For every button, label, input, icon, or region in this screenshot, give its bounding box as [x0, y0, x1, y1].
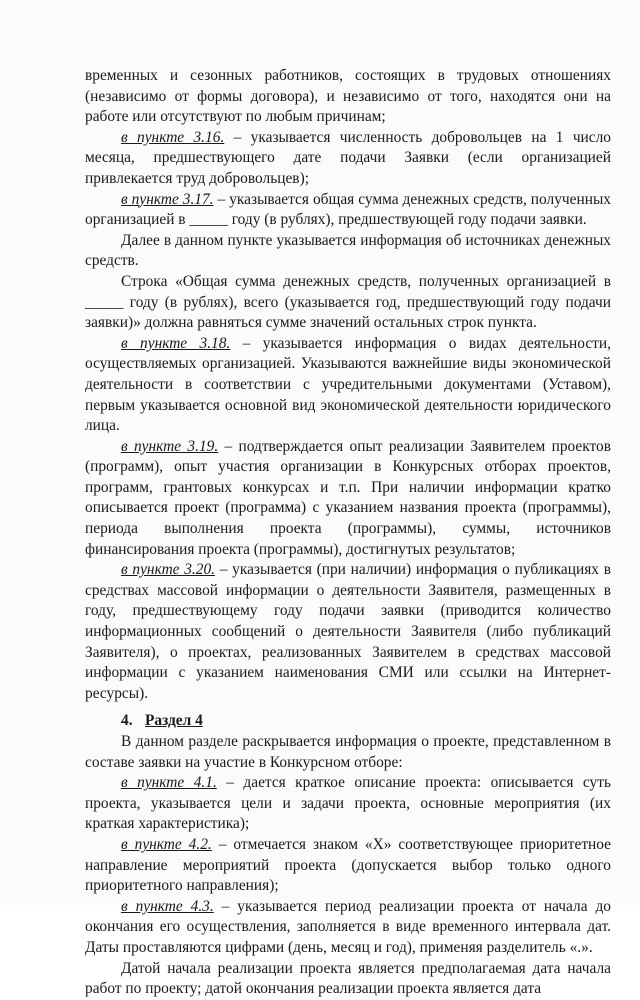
- paragraph: [85, 231, 611, 272]
- clause-reference: в пункте 3.19.: [121, 437, 219, 455]
- clause-reference: в пункте 3.17.: [121, 190, 214, 208]
- paragraph-text: – указывается период реализации проекта от начала до окончания его осуществления, заполняется в виде временного интервала дат. Даты проставляются цифрами (день, месяц и год), применяя разделитель «.».: [85, 897, 611, 956]
- paragraph-text: – указывается общая сумма денежных средств, полученных организацией в _____ году (в рублях), предшествующей году подачи заявки.: [85, 190, 611, 229]
- clause-paragraph: [85, 437, 611, 561]
- clause-paragraph: [85, 190, 611, 231]
- clause-paragraph: [85, 835, 611, 897]
- paragraph: [85, 66, 611, 128]
- clause-reference: в пункте 4.1.: [121, 774, 217, 792]
- clause-paragraph: [85, 560, 611, 704]
- document-body: [85, 66, 611, 1000]
- paragraph-text: Строка «Общая сумма денежных средств, полученных организацией в _____ году (в рублях), всего (указывается год, предшествующий году подачи заявки)» должна равняться сумме значений остальных строк пункта.: [85, 272, 611, 332]
- paragraph: [85, 959, 611, 1000]
- paragraph-text: – дается краткое описание проекта: описывается суть проекта, указывается цели и задачи проекта, основные мероприятия (их краткая характеристика);: [85, 774, 611, 833]
- clause-reference: в пункте 3.20.: [121, 561, 216, 579]
- paragraph-text: – отмечается знаком «Х» соответствующее приоритетное направление мероприятий проекта (допускается выбор только одного приоритетного направления);: [85, 835, 611, 895]
- paragraph-text: Датой начала реализации проекта является предполагаемая дата начала работ по проекту; датой окончания реализации проекта является дата: [85, 959, 611, 998]
- section-title: Раздел 4: [145, 712, 203, 730]
- paragraph-text: В данном разделе раскрывается информация о проекте, представленном в составе заявки на участие в Конкурсном отборе:: [85, 733, 611, 771]
- section-number: 4.: [121, 712, 133, 730]
- clause-paragraph: [85, 334, 611, 437]
- clause-paragraph: [85, 897, 611, 959]
- paragraph-text: Далее в данном пункте указывается информация об источниках денежных средств.: [85, 231, 611, 270]
- clause-reference: в пункте 3.16.: [121, 128, 225, 146]
- paragraph: [85, 272, 611, 334]
- paragraph: [85, 732, 611, 773]
- clause-reference: в пункте 3.18.: [121, 334, 231, 352]
- clause-paragraph: [85, 773, 611, 835]
- clause-paragraph: [85, 128, 611, 190]
- paragraph-text: – подтверждается опыт реализации Заявителем проектов (программ), опыт участия организации в Конкурсных отборах проектов, программ, грантовых конкурсах и т.п. При наличии информации кратко описывается проект (программа) с указанием названия проекта (программы), периода выполнения проекта (программы), суммы, источников финансирования проекта (программы), достигнутых результатов;: [85, 437, 611, 558]
- clause-reference: в пункте 4.2.: [121, 835, 212, 853]
- paragraph-text: – указывается (при наличии) информация о публикациях в средствах массовой информации о деятельности Заявителя, размещенных в году, предшествующему году подачи заявки (приводится количество информационных сообщений о деятельности Заявителя (либо публикаций Заявителя), о проектах, реализованных Заявителем в средствах массовой информации с указанием наименования СМИ или ссылки на Интернет-ресурсы).: [85, 561, 611, 702]
- paragraph-text: – указывается информация о видах деятельности, осуществляемых организацией. Указываются важнейшие виды экономической деятельности в соответствии с учредительными документами (Уставом), первым указывается основной вид экономической деятельности юридического лица.: [85, 334, 611, 435]
- paragraph-text: – указывается численность добровольцев на 1 число месяца, предшествующего дате подачи Заявки (если организацией привлекается труд добровольцев);: [85, 128, 612, 187]
- paragraph-text: временных и сезонных работников, состоящих в трудовых отношениях (независимо от формы договора), и независимо от того, находятся они на работе или отсутствуют по любым причинам;: [85, 67, 611, 126]
- section-heading: [121, 711, 611, 732]
- clause-reference: в пункте 4.3.: [121, 897, 214, 915]
